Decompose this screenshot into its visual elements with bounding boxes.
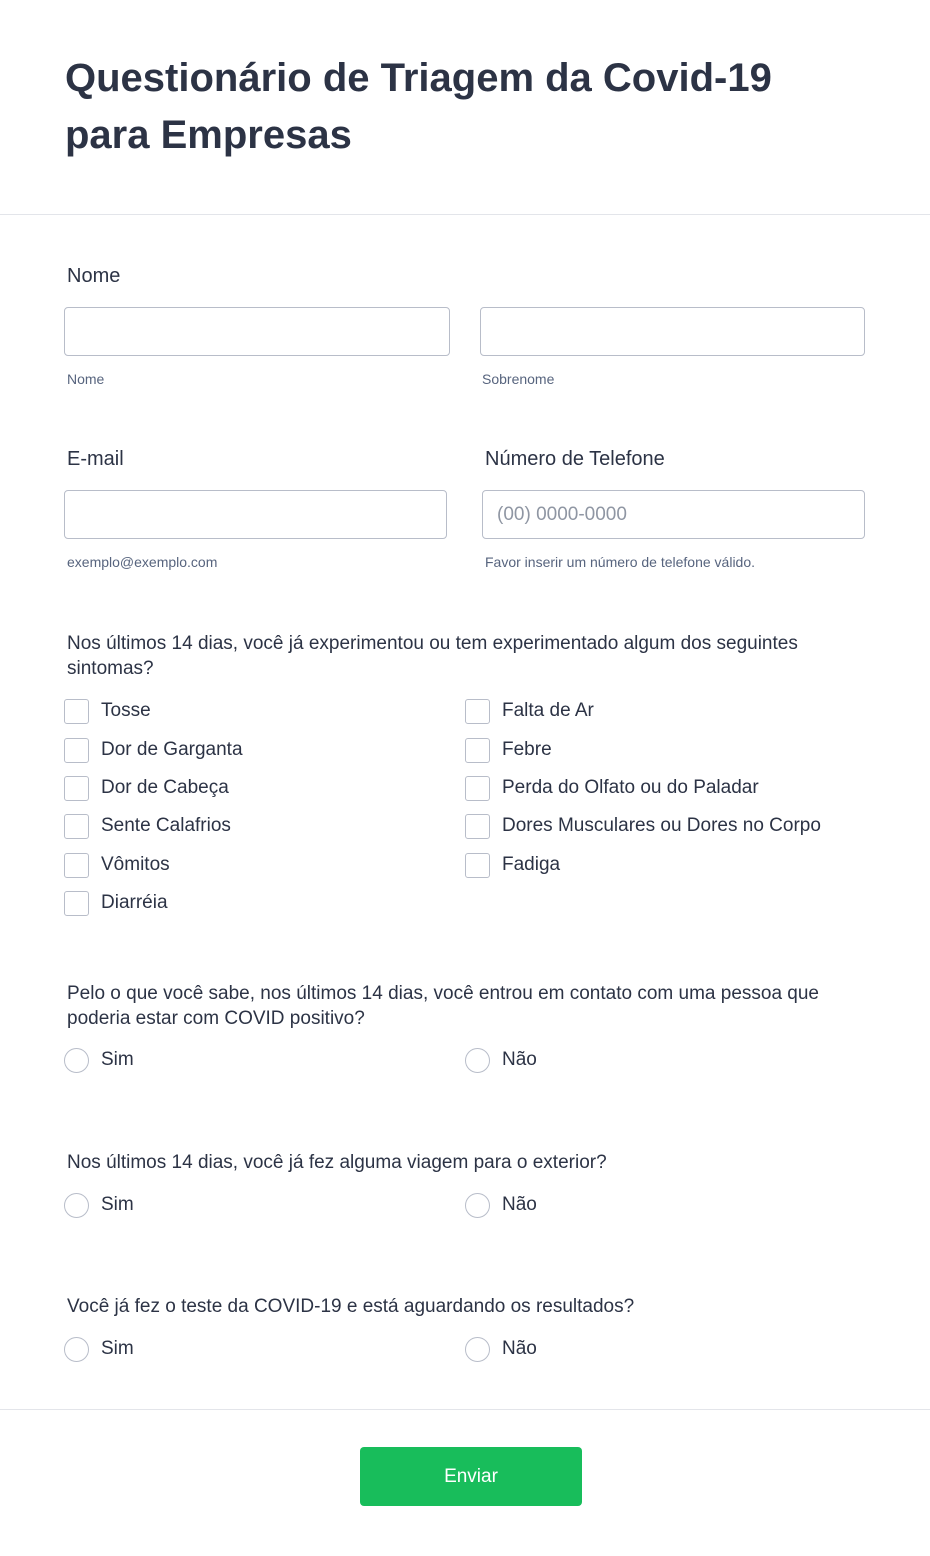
radio-button[interactable] xyxy=(465,1048,490,1073)
symptom-label: Falta de Ar xyxy=(502,700,594,721)
symptom-label: Perda do Olfato ou do Paladar xyxy=(502,777,759,798)
travel-yes-option[interactable] xyxy=(64,1192,134,1218)
travel-question: Nos últimos 14 dias, você já fez alguma viagem para o exterior? xyxy=(67,1152,607,1173)
checkbox[interactable] xyxy=(64,891,89,916)
travel-no-label: Não xyxy=(502,1194,537,1215)
checkbox[interactable] xyxy=(465,776,490,801)
symptom-label: Tosse xyxy=(101,700,151,721)
phone-sublabel: Favor inserir um número de telefone válido. xyxy=(485,554,756,570)
symptom-label: Vômitos xyxy=(101,854,170,875)
footer-divider xyxy=(0,1409,930,1410)
phone-field[interactable] xyxy=(482,490,865,539)
checkbox[interactable] xyxy=(64,699,89,724)
symptom-label: Dor de Cabeça xyxy=(101,777,229,798)
contact-yes-option[interactable] xyxy=(64,1047,134,1073)
travel-yes-label: Sim xyxy=(101,1194,134,1215)
symptom-option[interactable] xyxy=(64,775,229,801)
radio-button[interactable] xyxy=(465,1337,490,1362)
symptom-option[interactable] xyxy=(64,890,168,916)
symptom-label: Dores Musculares ou Dores no Corpo xyxy=(502,815,821,836)
symptom-option[interactable] xyxy=(64,852,170,878)
form-title: Questionário de Triagem da Covid-19 para Empresas xyxy=(65,56,772,157)
symptom-label: Febre xyxy=(502,739,552,760)
symptom-label: Sente Calafrios xyxy=(101,815,231,836)
symptom-option[interactable] xyxy=(465,852,560,878)
symptom-option[interactable] xyxy=(465,775,759,801)
test-yes-label: Sim xyxy=(101,1338,134,1359)
checkbox[interactable] xyxy=(465,699,490,724)
radio-button[interactable] xyxy=(64,1048,89,1073)
symptoms-question: Nos últimos 14 dias, você já experimentou ou tem experimentado algum dos seguintes sintomas? xyxy=(67,633,798,679)
test-yes-option[interactable] xyxy=(64,1336,134,1362)
email-label: E-mail xyxy=(67,448,124,470)
phone-label: Número de Telefone xyxy=(485,448,665,470)
test-no-label: Não xyxy=(502,1338,537,1359)
contact-no-option[interactable] xyxy=(465,1047,537,1073)
symptom-option[interactable] xyxy=(64,698,151,724)
last-name-input[interactable] xyxy=(480,307,865,356)
checkbox[interactable] xyxy=(64,814,89,839)
submit-button[interactable]: Enviar xyxy=(360,1447,582,1506)
last-name-sublabel: Sobrenome xyxy=(482,371,555,387)
test-question: Você já fez o teste da COVID-19 e está aguardando os resultados? xyxy=(67,1296,635,1317)
test-no-option[interactable] xyxy=(465,1336,537,1362)
email-sublabel: exemplo@exemplo.com xyxy=(67,554,218,570)
name-label: Nome xyxy=(67,265,121,287)
radio-button[interactable] xyxy=(64,1193,89,1218)
symptom-option[interactable] xyxy=(64,737,243,763)
first-name-input[interactable] xyxy=(64,307,450,356)
email-field[interactable] xyxy=(64,490,447,539)
symptom-option[interactable] xyxy=(465,698,594,724)
symptom-label: Fadiga xyxy=(502,854,561,875)
checkbox[interactable] xyxy=(465,814,490,839)
checkbox[interactable] xyxy=(465,738,490,763)
checkbox[interactable] xyxy=(465,853,490,878)
radio-button[interactable] xyxy=(465,1193,490,1218)
contact-no-label: Não xyxy=(502,1049,537,1070)
symptom-option[interactable] xyxy=(465,813,821,839)
radio-button[interactable] xyxy=(64,1337,89,1362)
contact-question: Pelo o que você sabe, nos últimos 14 dias, você entrou em contato com uma pessoa que poderia estar com COVID positivo? xyxy=(67,983,820,1029)
checkbox[interactable] xyxy=(64,738,89,763)
symptom-option[interactable] xyxy=(64,813,231,839)
checkbox[interactable] xyxy=(64,853,89,878)
symptom-label: Diarréia xyxy=(101,892,168,913)
header-divider xyxy=(0,214,930,215)
symptom-option[interactable] xyxy=(465,737,552,763)
contact-yes-label: Sim xyxy=(101,1049,134,1070)
symptom-label: Dor de Garganta xyxy=(101,739,243,760)
first-name-sublabel: Nome xyxy=(67,371,105,387)
travel-no-option[interactable] xyxy=(465,1192,537,1218)
checkbox[interactable] xyxy=(64,776,89,801)
